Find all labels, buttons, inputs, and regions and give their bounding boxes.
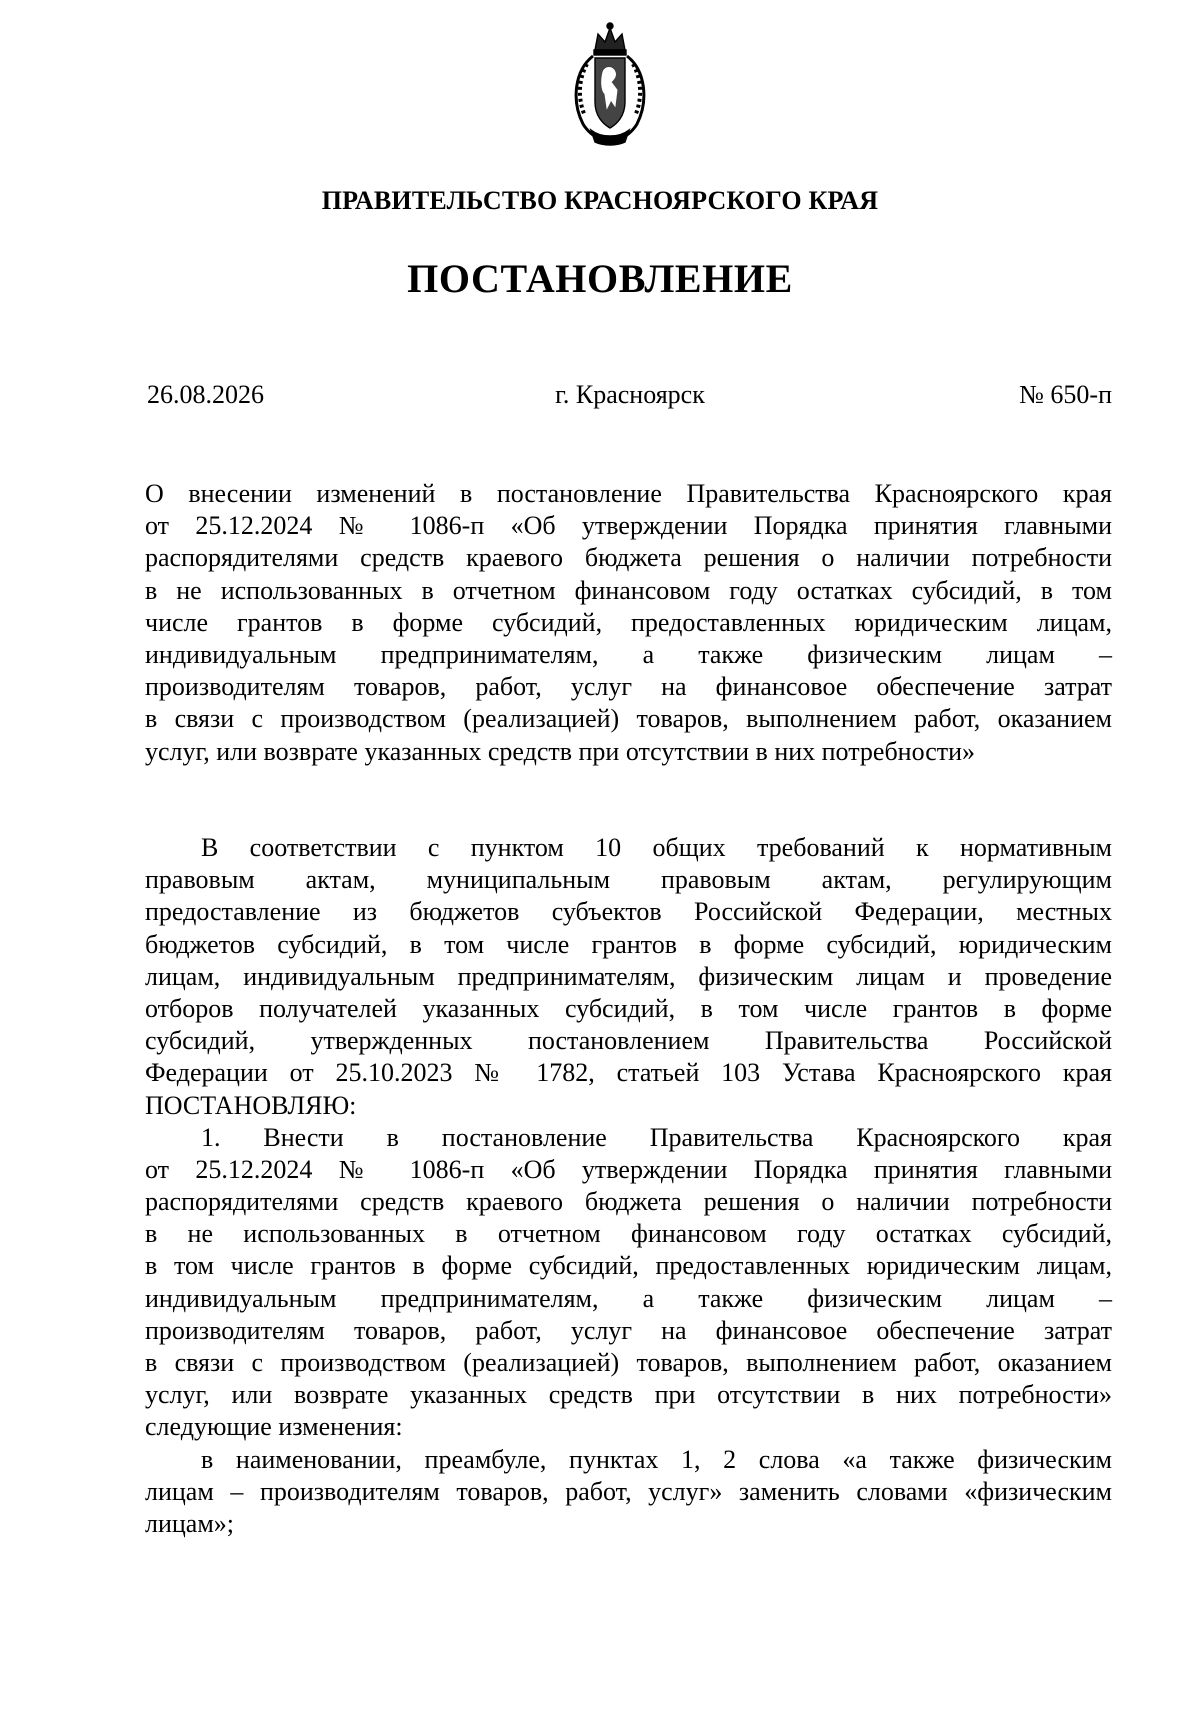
body-line: бюджетов субсидий, в том числе грантов в форме субсидий, юридическим [145,929,1112,959]
body-line: правовым актам, муниципальным правовым актам, регулирующим [145,865,1112,895]
subject-line: в связи с производством (реализацией) товаров, выполнением работ, оказанием [145,704,1112,734]
document-date: 26.08.2026 [147,380,264,409]
body-line: Федерации от 25.10.2023 № 1782, статьей 103 Устава Красноярского края [145,1058,1112,1088]
body-line: В соответствии с пунктом 10 общих требований к нормативным [201,833,1112,862]
subject-line: услуг, или возврате указанных средств при отсутствии в них потребности» [145,736,976,766]
issuer-title: ПРАВИТЕЛЬСТВО КРАСНОЯРСКОГО КРАЯ [321,186,879,215]
document-number: № 650-п [1019,380,1112,409]
body-line: в том числе грантов в форме субсидий, предоставленных юридическим лицам, [145,1251,1112,1281]
body-line: следующие изменения: [145,1412,403,1442]
document-city: г. Красноярск [555,380,705,409]
body-line: лицам – производителям товаров, работ, услуг» заменить словами «физическим [145,1476,1112,1506]
body-line: от 25.12.2024 № 1086-п «Об утверждении Порядка принятия главными [145,1154,1112,1184]
body-line: в связи с производством (реализацией) товаров, выполнением работ, оказанием [145,1348,1112,1377]
body-line: ПОСТАНОВЛЯЮ: [145,1090,357,1120]
document-body [145,832,1112,1540]
body-line: лицам, индивидуальным предпринимателям, физическим лицам и проведение [145,961,1112,991]
document-type-heading: ПОСТАНОВЛЕНИЕ [407,256,793,301]
subject-line: числе грантов в форме субсидий, предоставленных юридическим лицам, [145,607,1112,637]
subject-line: производителям товаров, работ, услуг на финансовое обеспечение затрат [145,672,1112,702]
body-line: 1. Внести в постановление Правительства Красноярского края [201,1122,1112,1152]
subject-line: О внесении изменений в постановление Правительства Красноярского края [145,479,1112,508]
body-line: отборов получателей указанных субсидий, в том числе грантов в форме [145,993,1112,1023]
body-line: субсидий, утвержденных постановлением Правительства Российской [145,1026,1112,1056]
subject-line: от 25.12.2024 № 1086-п «Об утверждении Порядка принятия главными [145,511,1112,541]
coat-of-arms-icon [565,20,655,150]
body-line: производителям товаров, работ, услуг на финансовое обеспечение затрат [145,1315,1112,1345]
body-line: предоставление из бюджетов субъектов Российской Федерации, местных [145,897,1112,927]
body-line: распорядителями средств краевого бюджета решения о наличии потребности [145,1187,1112,1217]
body-line: лицам»; [145,1508,235,1538]
body-line: в не использованных в отчетном финансовом году остатках субсидий, [145,1219,1112,1249]
body-line: индивидуальным предпринимателям, а также физическим лицам – [145,1283,1112,1313]
document-subject [145,478,1112,768]
subject-line: индивидуальным предпринимателям, а также физическим лицам – [145,639,1112,669]
body-line: в наименовании, преамбуле, пунктах 1, 2 слова «а также физическим [201,1444,1112,1474]
subject-line: распорядителями средств краевого бюджета решения о наличии потребности [145,543,1112,573]
subject-line: в не использованных в отчетном финансовом году остатках субсидий, в том [145,575,1112,605]
body-line: услуг, или возврате указанных средств при отсутствии в них потребности» [145,1380,1112,1410]
